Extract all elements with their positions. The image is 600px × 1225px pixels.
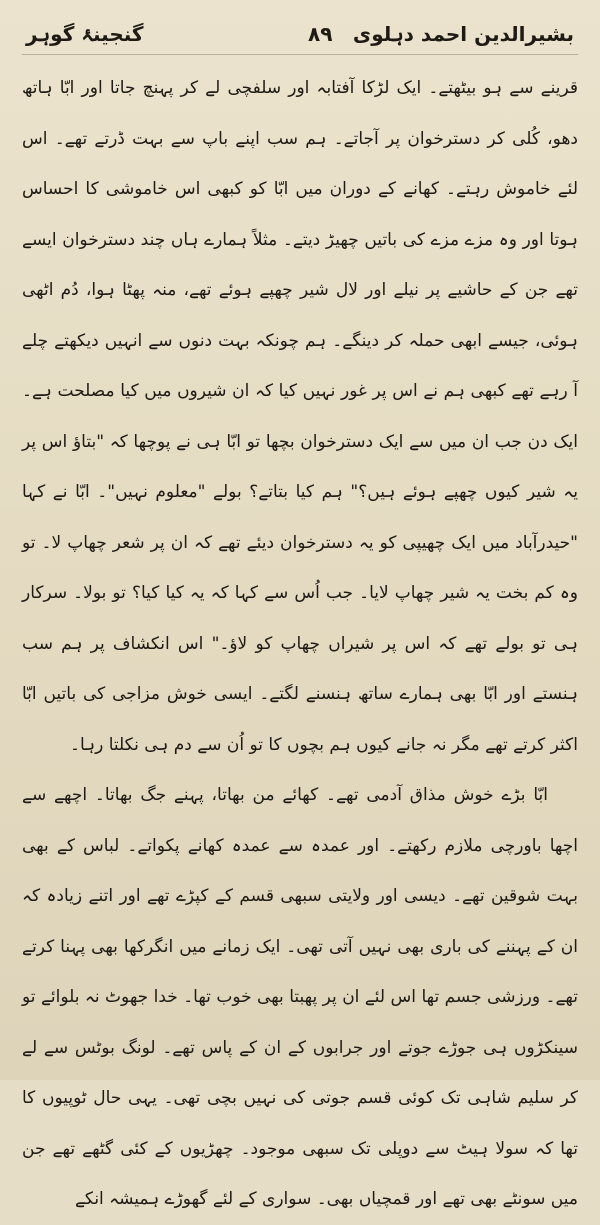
page-header — [22, 14, 578, 55]
paragraph-1: قرینے سے ہو بیٹھتے۔ ایک لڑکا آفتابہ اور سلفچی لے کر پہنچ جاتا اور ابّا ہاتھ دھو، کُلی کر دسترخوان پر آجاتے۔ ہم سب اپنے باپ سے بہت ڈرتے تھے۔ اس لئے خاموش رہتے۔ کھانے کے دوران میں ابّا کو کبھی اس خاموشی کا احساس ہوتا اور وہ مزے مزے کی باتیں چھیڑ دیتے۔ مثلاً ہمارے ہاں چند دسترخوان ایسے تھے جن کے حاشیے پر نیلے اور لال شیر چھپے ہوئے تھے، منہ پھٹا ہوا، دُم اٹھی ہوئی، جیسے ابھی حملہ کر دینگے۔ ہم چونکہ بہت دنوں سے انہیں دیکھتے چلے آ رہے تھے کبھی ہم نے اس پر غور نہیں کیا کہ ان شیروں میں کیا مصلحت ہے۔ ایک دن جب ان میں سے ایک دسترخوان بچھا تو ابّا ہی نے پوچھا کہ "بتاؤ اس پر یہ شیر کیوں چھپے ہوئے ہیں؟" ہم کیا بتاتے؟ بولے "معلوم نہیں"۔ ابّا نے کہا "حیدرآباد میں ایک چھیپی کو یہ دسترخوان دیئے تھے کہ ان پر شعر چھاپ لا۔ تو وہ کم بخت یہ شیر چھاپ لایا۔ جب اُس سے کہا کہ یہ کیا کیا؟ تو بولا۔ سرکار ہی تو بولے تھے کہ اس پر شیراں چھاپ کو لاؤ۔" اس انکشاف پر ہم سب ہنستے اور ابّا بھی ہمارے ساتھ ہنسنے لگتے۔ ایسی خوش مزاجی کی باتیں ابّا اکثر کرتے تھے مگر نہ جانے کیوں ہم بچوں کا تو اُن سے دم ہی نکلتا رہا۔ — [22, 78, 578, 755]
page-body — [22, 63, 578, 1225]
page-number: ۸۹ — [308, 22, 333, 46]
book-title: گنجینۂ گوہر — [26, 22, 144, 46]
paragraph-2: ابّا بڑے خوش مذاق آدمی تھے۔ کھائے من بھاتا، پہنے جگ بھاتا۔ اچھے سے اچھا باورچی ملازم رکھتے۔ اور عمدہ سے عمدہ کھانے پکواتے۔ لباس کے بھی بہت شوقین تھے۔ دیسی اور ولایتی سبھی قسم کے کپڑے تھے اور اتنے زیادہ کہ ان کے پہننے کی باری بھی نہیں آتی تھی۔ ایک زمانے میں انگرکھا بھی پہنا کرتے تھے۔ ورزشی جسم تھا اس لئے ان پر پھبتا بھی خوب تھا۔ خدا جھوٹ نہ بلوائے تو سینکڑوں ہی جوڑے جوتے اور جرابوں کے ان کے پاس تھے۔ لونگ بوٹس سے لے کر سلیم شاہی تک کوئی قسم جوتی کی نہیں بچی تھی۔ یہی حال ٹوپیوں کا تھا کہ سولا ہیٹ سے دوپلی تک سبھی موجود۔ چھڑیوں کے کئی گٹھے تھے جن میں سونٹے بھی تھے اور قمچیاں بھی۔ سواری کے لئے گھوڑے ہمیشہ انکے — [22, 785, 578, 1209]
author-name: بشیرالدین احمد دہلوی — [352, 22, 574, 46]
